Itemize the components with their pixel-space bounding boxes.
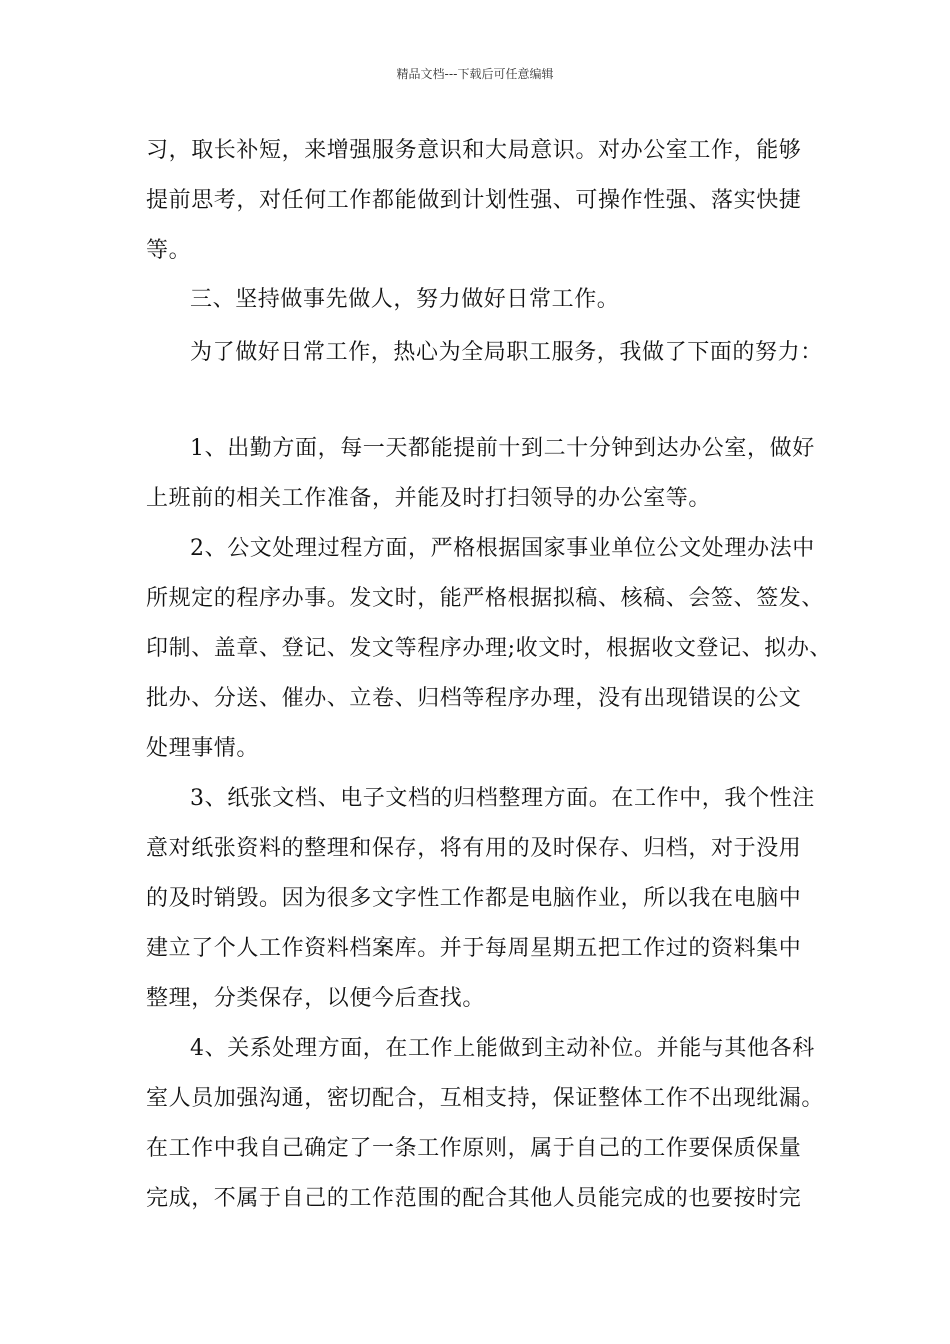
list-item-line: 2、公文处理过程方面，严格根据国家事业单位公文处理办法中 <box>190 536 815 561</box>
paragraph-line: 为了做好日常工作，热心为全局职工服务，我做了下面的努力： <box>190 340 823 365</box>
section-heading: 三、坚持做事先做人，努力做好日常工作。 <box>190 287 620 312</box>
list-item-line: 在工作中我自己确定了一条工作原则，属于自己的工作要保质保量 <box>146 1136 802 1161</box>
list-item-line: 所规定的程序办事。发文时，能严格根据拟稿、核稿、会签、签发、 <box>146 586 825 611</box>
list-item-line: 整理，分类保存，以便今后查找。 <box>146 986 486 1011</box>
list-item-line: 1、出勤方面，每一天都能提前十到二十分钟到达办公室，做好 <box>190 436 815 461</box>
list-item-line: 3、纸张文档、电子文档的归档整理方面。在工作中，我个性注 <box>190 786 815 811</box>
paragraph-line: 习，取长补短，来增强服务意识和大局意识。对办公室工作，能够 <box>146 138 802 163</box>
list-item-line: 完成，不属于自己的工作范围的配合其他人员能完成的也要按时完 <box>146 1186 802 1211</box>
list-item-line: 上班前的相关工作准备，并能及时打扫领导的办公室等。 <box>146 486 712 511</box>
list-item-line: 印制、盖章、登记、发文等程序办理;收文时，根据收文登记、拟办、 <box>146 636 833 661</box>
list-item-line: 4、关系处理方面，在工作上能做到主动补位。并能与其他各科 <box>190 1036 815 1061</box>
paragraph-line: 等。 <box>146 238 192 263</box>
paragraph-line: 提前思考，对任何工作都能做到计划性强、可操作性强、落实快捷 <box>146 188 802 213</box>
list-item-line: 的及时销毁。因为很多文字性工作都是电脑作业，所以我在电脑中 <box>146 886 802 911</box>
list-item-line: 处理事情。 <box>146 736 260 761</box>
list-item-line: 室人员加强沟通，密切配合，互相支持，保证整体工作不出现纰漏。 <box>146 1086 825 1111</box>
list-item-line: 建立了个人工作资料档案库。并于每周星期五把工作过的资料集中 <box>146 936 802 961</box>
list-item-line: 意对纸张资料的整理和保存，将有用的及时保存、归档，对于没用 <box>146 836 802 861</box>
list-item-line: 批办、分送、催办、立卷、归档等程序办理，没有出现错误的公文 <box>146 686 802 711</box>
page-header: 精品文档---下载后可任意编辑 <box>396 67 554 81</box>
